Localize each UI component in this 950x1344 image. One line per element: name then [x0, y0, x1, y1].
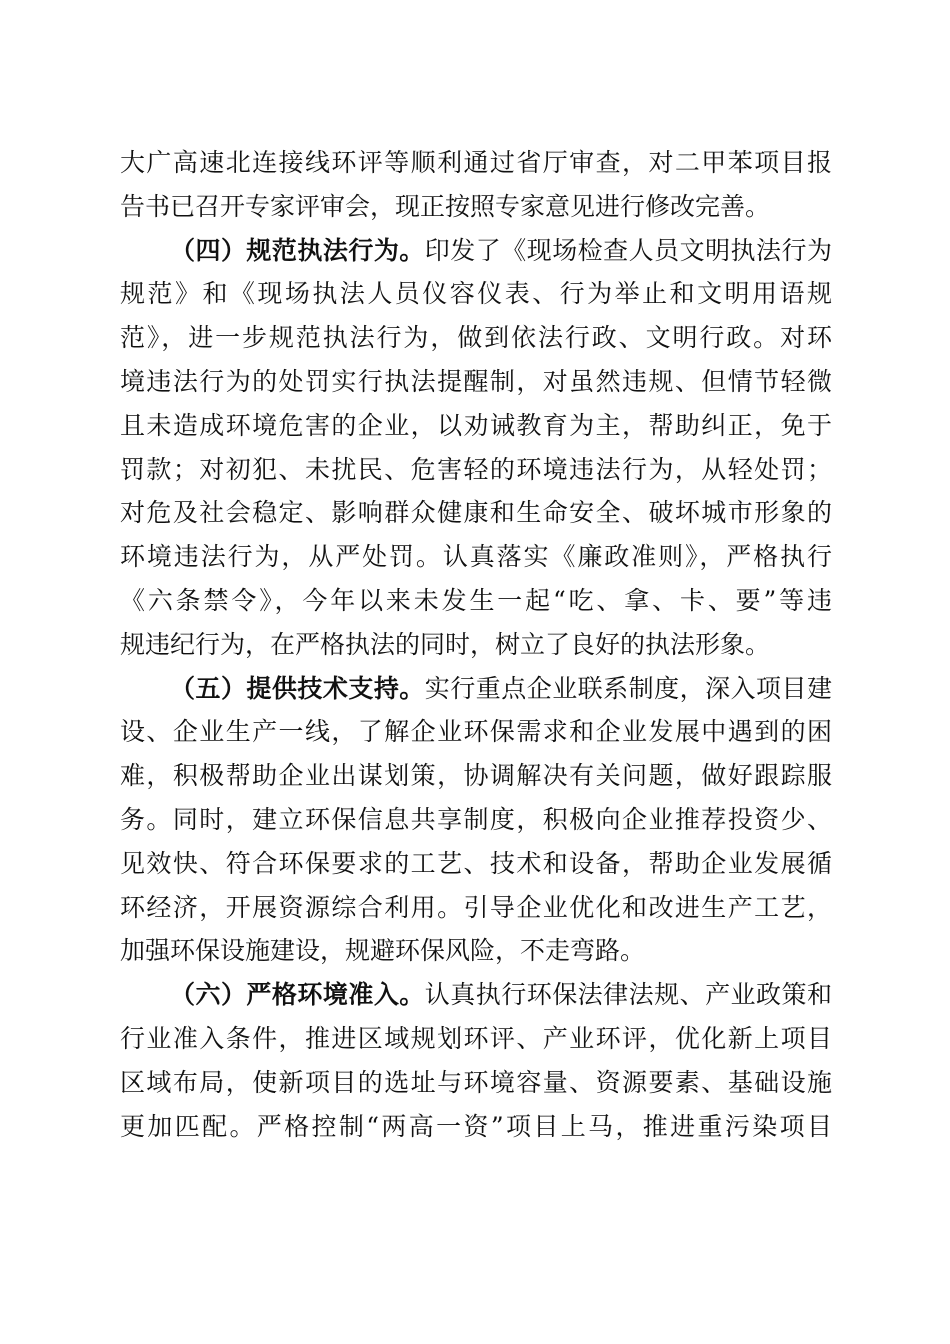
section-6-first-line [120, 973, 832, 1017]
section-5-first-line [120, 667, 832, 711]
paragraph-line: 更加匹配。严格控制“两高一资”项目上马，推进重污染项目 [120, 1111, 832, 1141]
paragraph-line: 范》，进一步规范执法行为，做到依法行政、文明行政。对环 [120, 323, 832, 353]
paragraph-line: 大广高速北连接线环评等顺利通过省厅审查，对二甲苯项目报 [120, 148, 832, 177]
section-6-heading: （六）严格环境准入。 [170, 980, 425, 1010]
paragraph-line: 难，积极帮助企业出谋划策，协调解决有关问题，做好跟踪服 [120, 761, 832, 791]
paragraph-line: 规范》和《现场执法人员仪容仪表、行为举止和文明用语规 [120, 279, 832, 309]
paragraph-text: 印发了《现场检查人员文明执法行为 [424, 235, 832, 265]
paragraph-line: 《六条禁令》，今年以来未发生一起“吃、拿、卡、要”等违 [120, 585, 832, 615]
paragraph-line: 境违法行为的处罚实行执法提醒制，对虽然违规、但情节轻微 [120, 366, 832, 396]
paragraph-line: 告书已召开专家评审会，现正按照专家意见进行修改完善。 [120, 191, 771, 221]
paragraph-line: 设、企业生产一线，了解企业环保需求和企业发展中遇到的困 [120, 717, 832, 747]
section-5-heading: （五）提供技术支持。 [170, 673, 425, 703]
paragraph-line: 罚款；对初犯、未扰民、危害轻的环境违法行为，从轻处罚； [120, 454, 832, 484]
paragraph-line: 环境违法行为，从严处罚。认真落实《廉政准则》，严格执行 [120, 542, 832, 572]
paragraph-line: 加强环保设施建设，规避环保风险，不走弯路。 [120, 936, 646, 966]
paragraph-line: 务。同时，建立环保信息共享制度，积极向企业推荐投资少、 [120, 804, 832, 834]
paragraph-line: 对危及社会稳定、影响群众健康和生命安全、破坏城市形象的 [120, 498, 832, 528]
paragraph-text: 实行重点企业联系制度，深入项目建 [424, 673, 832, 703]
paragraph-text: 认真执行环保法律法规、产业政策和 [424, 980, 832, 1010]
document-body [120, 141, 832, 1148]
paragraph-line: 且未造成环境危害的企业，以劝诫教育为主，帮助纠正，免于 [120, 410, 832, 440]
paragraph-line: 行业准入条件，推进区域规划环评、产业环评，优化新上项目 [120, 1023, 832, 1053]
paragraph-line: 环经济，开展资源综合利用。引导企业优化和改进生产工艺， [120, 892, 832, 922]
paragraph-line: 规违纪行为，在严格执法的同时，树立了良好的执法形象。 [120, 629, 771, 659]
paragraph-line: 区域布局，使新项目的选址与环境容量、资源要素、基础设施 [120, 1067, 832, 1097]
section-4-first-line [120, 229, 832, 273]
paragraph-line: 见效快、符合环保要求的工艺、技术和设备，帮助企业发展循 [120, 848, 832, 878]
section-4-heading: （四）规范执法行为。 [170, 235, 425, 265]
